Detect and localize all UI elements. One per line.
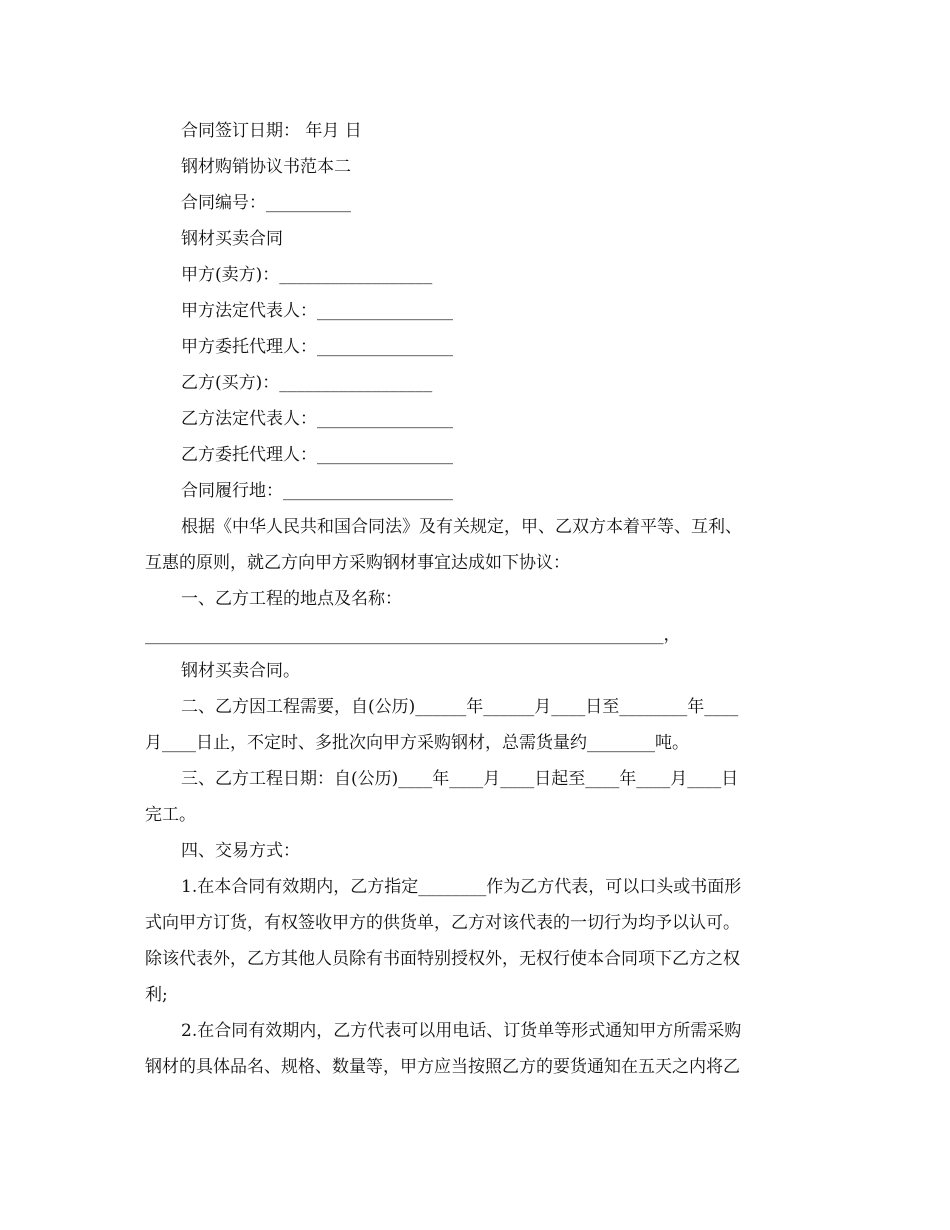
clause-2-line-1: 二、乙方因工程需要，自(公历)______年______月____日至________年____ <box>181 697 739 717</box>
performance-place: 合同履行地：____________________ <box>181 481 453 501</box>
party-a-legal-rep: 甲方法定代表人：________________ <box>181 301 453 321</box>
contract-text <box>145 113 805 1085</box>
clause-4-2-line-2: 钢材的具体品名、规格、数量等，甲方应当按照乙方的要货通知在五天之内将乙 <box>145 1057 740 1077</box>
clause-4-2-line-1: 2.在合同有效期内，乙方代表可以用电话、订货单等形式通知甲方所需采购 <box>181 1021 742 1041</box>
contract-heading: 钢材买卖合同 <box>181 229 283 249</box>
party-b-agent: 乙方委托代理人：________________ <box>181 445 453 465</box>
clause-1-blank: _____________________________________________________________， <box>145 625 681 645</box>
clause-3-line-2: 完工。 <box>145 805 196 825</box>
clause-4-1-line-2: 式向甲方订货，有权签收甲方的供货单，乙方对该代表的一切行为均予以认可。 <box>145 913 740 933</box>
preamble-line-1: 根据《中华人民共和国合同法》及有关规定，甲、乙双方本着平等、互利、 <box>181 517 742 537</box>
party-a-agent: 甲方委托代理人：________________ <box>181 337 453 357</box>
party-b: 乙方(买方)：__________________ <box>181 373 433 393</box>
party-a: 甲方(卖方)：__________________ <box>181 265 433 285</box>
clause-2-line-2: 月____日止，不定时、多批次向甲方采购钢材，总需货量约________吨。 <box>145 733 689 753</box>
contract-number: 合同编号：__________ <box>181 193 351 213</box>
clause-3-line-1: 三、乙方工程日期：自(公历)____年____月____日起至____年____月____日 <box>181 769 739 789</box>
clause-4-1-line-1: 1.在本合同有效期内，乙方指定________作为乙方代表，可以口头或书面形 <box>181 877 742 897</box>
party-b-legal-rep: 乙方法定代表人：________________ <box>181 409 453 429</box>
preamble-line-2: 互惠的原则，就乙方向甲方采购钢材事宜达成如下协议： <box>145 553 570 573</box>
clause-4-1-line-3: 除该代表外，乙方其他人员除有书面特别授权外，无权行使本合同项下乙方之权 <box>145 949 740 969</box>
sign-date: 合同签订日期： 年月 日 <box>181 121 362 141</box>
clause-4-heading: 四、交易方式： <box>181 841 300 861</box>
clause-1-text: 钢材买卖合同。 <box>181 661 300 681</box>
doc-title: 钢材购销协议书范本二 <box>181 157 351 177</box>
clause-1-heading: 一、乙方工程的地点及名称： <box>181 589 402 609</box>
clause-4-1-line-4: 利; <box>145 985 168 1005</box>
